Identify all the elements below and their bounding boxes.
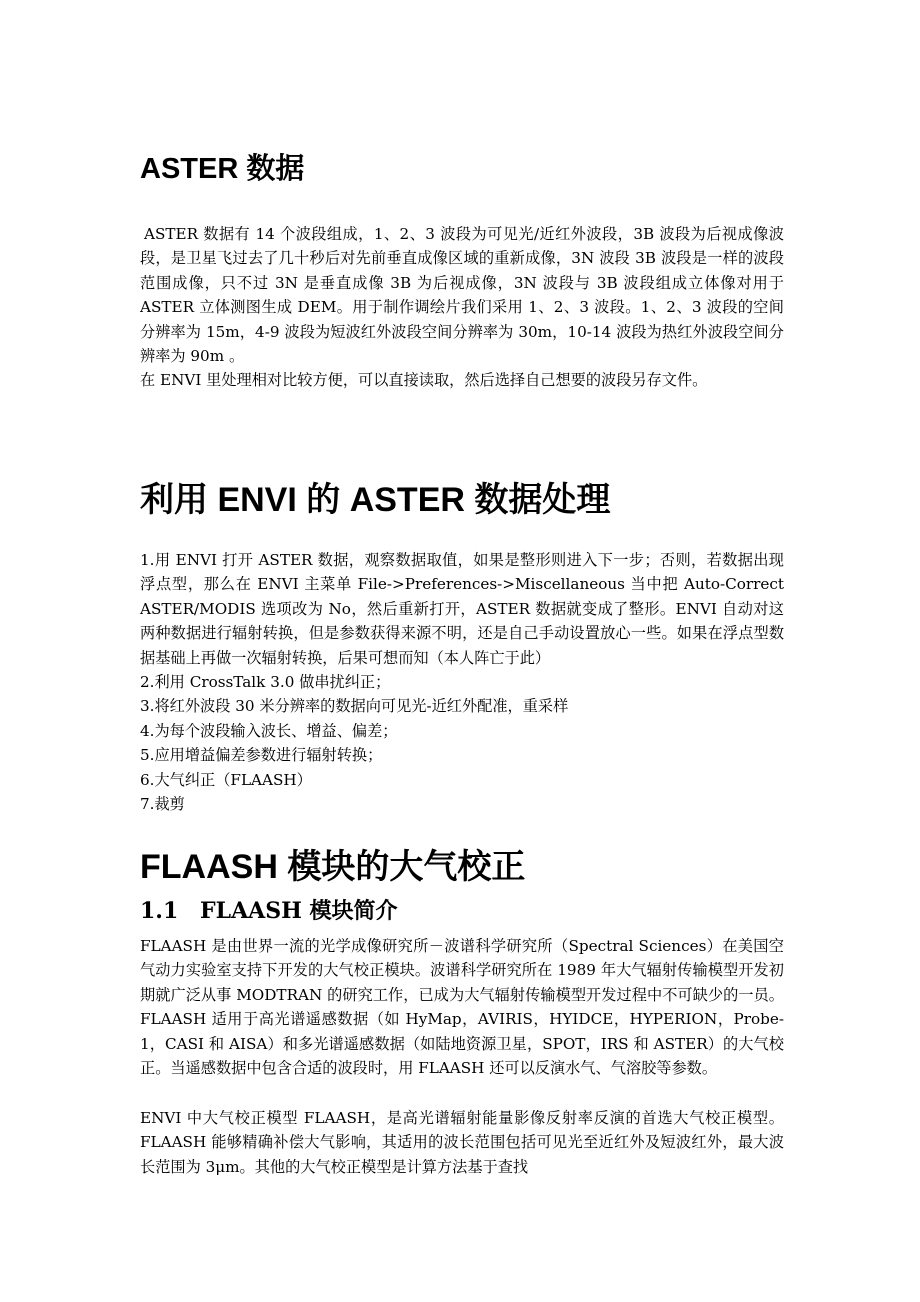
subsection-number: 1.1 bbox=[140, 898, 179, 924]
aster-paragraph-2: 在 ENVI 里处理相对比较方便，可以直接读取，然后选择自己想要的波段另存文件。 bbox=[140, 371, 708, 389]
step-6: 6.大气纠正（FLAASH） bbox=[140, 770, 312, 789]
subsection-title: FLAASH 模块简介 bbox=[200, 898, 398, 924]
step-2: 2.利用 CrossTalk 3.0 做串扰纠正； bbox=[140, 673, 391, 692]
step-1: 1.用 ENVI 打开 ASTER 数据，观察数据取值，如果是整形则进入下一步；否则，若数据出现浮点型，那么在 ENVI 主菜单 File->Preferences->Miscellaneous 当中把 Auto-Correct ASTER/MODIS 选项改为 No，然后重新打开，ASTER 数据就变成了整形。ENVI 自动对这两种数据进行辐射转换，但是参数获得来源不明，还是自己手动设置放心一些。如果在浮点型数据基础上再做一次辐射转换，后果可想而知（本人阵亡于此） bbox=[140, 551, 784, 667]
step-7: 7.裁剪 bbox=[140, 795, 185, 814]
flaash-paragraph-2: ENVI 中大气校正模型 FLAASH，是高光谱辐射能量影像反射率反演的首选大气校正模型。FLAASH 能够精确补偿大气影响，其适用的波长范围包括可见光至近红外及短波红外，最大波长范围为 3μm。其他的大气校正模型是计算方法基于查找 bbox=[140, 1109, 784, 1176]
step-5: 5.应用增益偏差参数进行辐射转换； bbox=[140, 746, 383, 765]
flaash-paragraph-1: FLAASH 是由世界一流的光学成像研究所－波谱科学研究所（Spectral Sciences）在美国空气动力实验室支持下开发的大气校正模块。波谱科学研究所在 1989 年大气辐射传输模型开发初期就广泛从事 MODTRAN 的研究工作，已成为大气辐射传输模型开发过程中不可缺少的一员。FLAASH 适用于高光谱遥感数据（如 HyMap，AVIRIS，HYIDCE，HYPERION，Probe-1，CASI 和 AISA）和多光谱遥感数据（如陆地资源卫星，SPOT，IRS 和 ASTER）的大气校正。当遥感数据中包含合适的波段时，用 FLAASH 还可以反演水气、气溶胶等参数。 bbox=[140, 937, 784, 1078]
envi-section-heading: 利用 ENVI 的 ASTER 数据处理 bbox=[140, 481, 611, 519]
flaash-subsection-heading bbox=[140, 894, 398, 925]
step-4: 4.为每个波段输入波长、增益、偏差； bbox=[140, 721, 398, 740]
envi-steps-list bbox=[140, 548, 784, 816]
flaash-section-heading: FLAASH 模块的大气校正 bbox=[140, 848, 526, 886]
aster-section-heading: ASTER 数据 bbox=[140, 153, 305, 185]
step-3: 3.将红外波段 30 米分辨率的数据向可见光-近红外配准，重采样 bbox=[140, 697, 569, 716]
aster-paragraph-1: ASTER 数据有 14 个波段组成，1、2、3 波段为可见光/近红外波段，3B 波段为后视成像波段，是卫星飞过去了几十秒后对先前垂直成像区域的重新成像，3N 波段 3B 波段是一样的波段范围成像，只不过 3N 是垂直成像 3B 为后视成像，3N 波段与 3B 波段组成立体像对用于 ASTER 立体测图生成 DEM。用于制作调绘片我们采用 1、2、3 波段。1、2、3 波段的空间分辨率为 15m，4-9 波段为短波红外波段空间分辨率为 30m，10-14 波段为热红外波段空间分辨率为 90m 。 bbox=[140, 225, 784, 366]
